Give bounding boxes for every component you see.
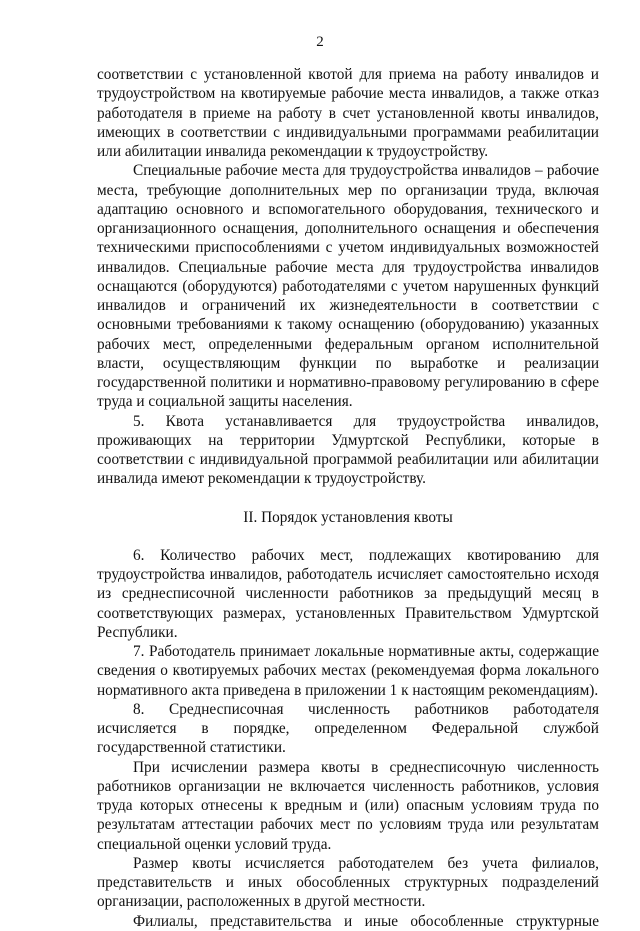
paragraph-branches: Филиалы, представительства и иные обособленные структурные [133, 912, 599, 930]
paragraph-item-7: 7. Работодатель принимает локальные нормативные акты, содержащие сведения о квотируемых рабочих местах (рекомендуемая форма локального нормативного акта приведена в приложении 1 к настоящим рекомендациям). [97, 643, 599, 699]
section-heading: II. Порядок установления квоты [243, 508, 453, 526]
paragraph-item-6: 6. Количество рабочих мест, подлежащих квотированию для трудоустройства инвалидов, работодатель исчисляет самостоятельно исходя из среднесписочной численности работников за предыдущий месяц в соответствующих размерах, установленных Правительством Удмуртской Республики. [97, 546, 599, 641]
paragraph-item-5: 5. Квота устанавливается для трудоустройства инвалидов, проживающих на территории Удмуртской Республики, которые в соответствии с индивидуальной программой реабилитации или абилитации инвалида имеют рекомендации к трудоустройству. [97, 412, 599, 488]
paragraph-quota-size: Размер квоты исчисляется работодателем без учета филиалов, представительств и иных обособленных структурных подразделений организации, расположенных в другой местности. [97, 854, 599, 911]
paragraph-quota-calculation: При исчислении размера квоты в среднесписочную численность работников организации не включается численность работников, условия труда которых отнесены к вредным и (или) опасным условиям труда по результатам аттестации рабочих мест по условиям труда или результатам специальной оценки условий труда. [97, 758, 599, 853]
paragraph-item-8: 8. Среднесписочная численность работников работодателя исчисляется в порядке, определенном Федеральной службой государственной статистики. [97, 700, 599, 757]
paragraph-special-workplaces: Специальные рабочие места для трудоустройства инвалидов – рабочие места, требующие дополнительных мер по организации труда, включая адаптацию основного и вспомогательного оборудования, технического и организационного оснащения, дополнительного оснащения и обеспечения техническими приспособлениями с учетом индивидуальных возможностей инвалидов. Специальные рабочие места для трудоустройства инвалидов оснащаются (оборудуются) работодателями с учетом нарушенных функций инвалидов и ограничений их жизнедеятельности в соответствии с основными требованиями к такому оснащению (оборудованию) указанных рабочих мест, определенными федеральным органом исполнительной власти, осуществляющим функции по выработке и реализации государственной политики и нормативно-правовому регулированию в сфере труда и социальной защиты населения. [97, 162, 599, 411]
document-body [97, 65, 599, 931]
page-number: 2 [316, 34, 324, 50]
paragraph-quota-refusal: соответствии с установленной квотой для приема на работу инвалидов и трудоустройством на квотируемые рабочие места инвалидов, а также отказ работодателя в приеме на работу в счет установленной квоты инвалидов, имеющих в соответствии с индивидуальными программами реабилитации или абилитации инвалида рекомендации к трудоустройству. [97, 66, 599, 160]
